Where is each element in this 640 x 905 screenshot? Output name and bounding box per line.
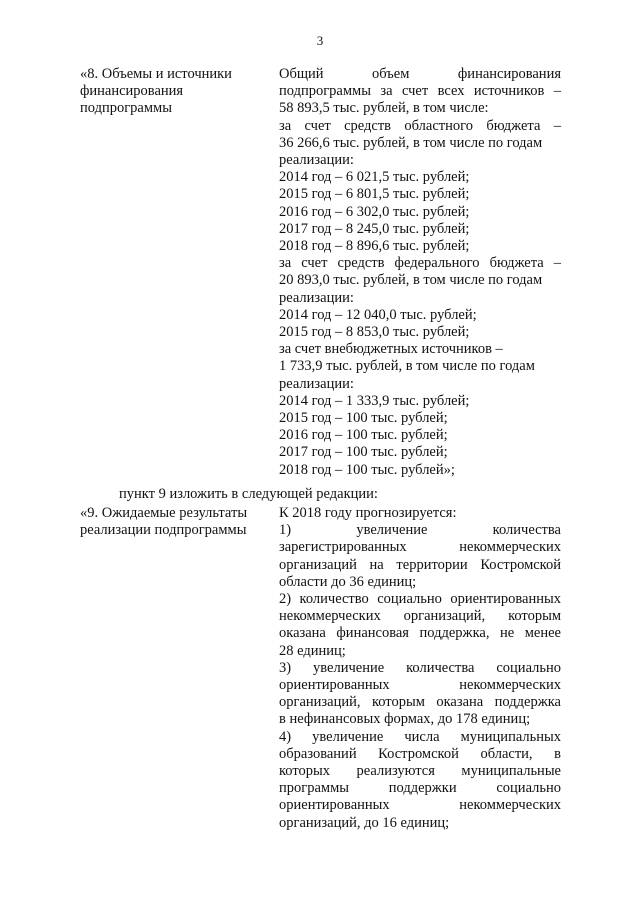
section-8-line: 2015 год – 100 тыс. рублей; bbox=[279, 410, 448, 427]
section-8-line: 2017 год – 100 тыс. рублей; bbox=[279, 444, 448, 461]
section-8-line: за счет внебюджетных источников – bbox=[279, 341, 503, 358]
section-9-line: 3) увеличение количества социально bbox=[279, 659, 561, 676]
section-9-line: 28 единиц; bbox=[279, 642, 346, 659]
section-9-line: 1) увеличение количества bbox=[279, 522, 561, 539]
section-8-heading-line: «8. Объемы и источники bbox=[80, 66, 232, 82]
section-8-line: 2017 год – 8 245,0 тыс. рублей; bbox=[279, 220, 470, 237]
instruction-text: пункт 9 изложить в следующей редакции: bbox=[119, 486, 378, 502]
section-8-line: 20 893,0 тыс. рублей, в том числе по годам bbox=[279, 272, 543, 289]
section-9-line: организаций, до 16 единиц; bbox=[279, 814, 450, 831]
section-9-line: которых реализуются муниципальные bbox=[279, 763, 561, 780]
section-8-line: 36 266,6 тыс. рублей, в том числе по годам bbox=[279, 134, 543, 151]
page-number: 3 bbox=[316, 33, 324, 48]
section-9-line: образований Костромской области, в bbox=[279, 745, 561, 762]
section-8-line: 2014 год – 12 040,0 тыс. рублей; bbox=[279, 306, 477, 323]
section-9-line: оказана финансовая поддержка, не менее bbox=[279, 625, 561, 642]
section-9-heading-line: «9. Ожидаемые результаты bbox=[80, 505, 248, 521]
section-9-line: 2) количество социально ориентированных bbox=[279, 591, 561, 608]
section-8-line: 2015 год – 6 801,5 тыс. рублей; bbox=[279, 186, 470, 203]
section-8-line: 2018 год – 8 896,6 тыс. рублей; bbox=[279, 238, 470, 255]
section-8-line: 2014 год – 6 021,5 тыс. рублей; bbox=[279, 169, 470, 186]
section-9-heading bbox=[80, 505, 265, 539]
section-9-line: в нефинансовых формах, до 178 единиц; bbox=[279, 711, 531, 728]
section-8-line: 2016 год – 100 тыс. рублей; bbox=[279, 427, 448, 444]
section-8-line: за счет средств федерального бюджета – bbox=[279, 255, 561, 272]
section-8-line: 58 893,5 тыс. рублей, в том числе: bbox=[279, 100, 489, 117]
section-8-line: 1 733,9 тыс. рублей, в том числе по годам bbox=[279, 358, 535, 375]
section-9-line: ориентированных некоммерческих bbox=[279, 797, 561, 814]
section-9-line: зарегистрированных некоммерческих bbox=[279, 539, 561, 556]
section-8-heading-line: подпрограммы bbox=[80, 100, 172, 117]
section-8-line: реализации: bbox=[279, 289, 354, 306]
section-9-heading-line: реализации подпрограммы bbox=[80, 522, 247, 539]
section-9-line: К 2018 году прогнозируется: bbox=[279, 505, 457, 521]
section-8-line: 2018 год – 100 тыс. рублей»; bbox=[279, 461, 455, 478]
section-8-line: Общий объем финансирования bbox=[279, 66, 561, 82]
section-8-line: 2015 год – 8 853,0 тыс. рублей; bbox=[279, 324, 470, 341]
section-8-heading-line: финансирования bbox=[80, 83, 184, 100]
section-9-line: организаций на территории Костромской bbox=[279, 556, 561, 573]
section-8-line: 2014 год – 1 333,9 тыс. рублей; bbox=[279, 392, 470, 409]
section-9-line: области до 36 единиц; bbox=[279, 573, 417, 590]
section-9-line: некоммерческих организаций, которым bbox=[279, 608, 561, 625]
section-8-line: 2016 год – 6 302,0 тыс. рублей; bbox=[279, 203, 470, 220]
section-9-line: программы поддержки социально bbox=[279, 780, 561, 797]
section-8-line: за счет средств областного бюджета – bbox=[279, 117, 561, 134]
section-9-line: организаций, которым оказана поддержка bbox=[279, 694, 561, 711]
section-8-heading bbox=[80, 66, 265, 118]
section-8-line: реализации: bbox=[279, 152, 354, 169]
section-8-line: подпрограммы за счет всех источников – bbox=[279, 83, 561, 100]
section-9-line: ориентированных некоммерческих bbox=[279, 677, 561, 694]
section-9-content bbox=[279, 505, 561, 832]
section-8-content bbox=[279, 66, 561, 479]
section-9-line: 4) увеличение числа муниципальных bbox=[279, 728, 561, 745]
section-8-line: реализации: bbox=[279, 375, 354, 392]
